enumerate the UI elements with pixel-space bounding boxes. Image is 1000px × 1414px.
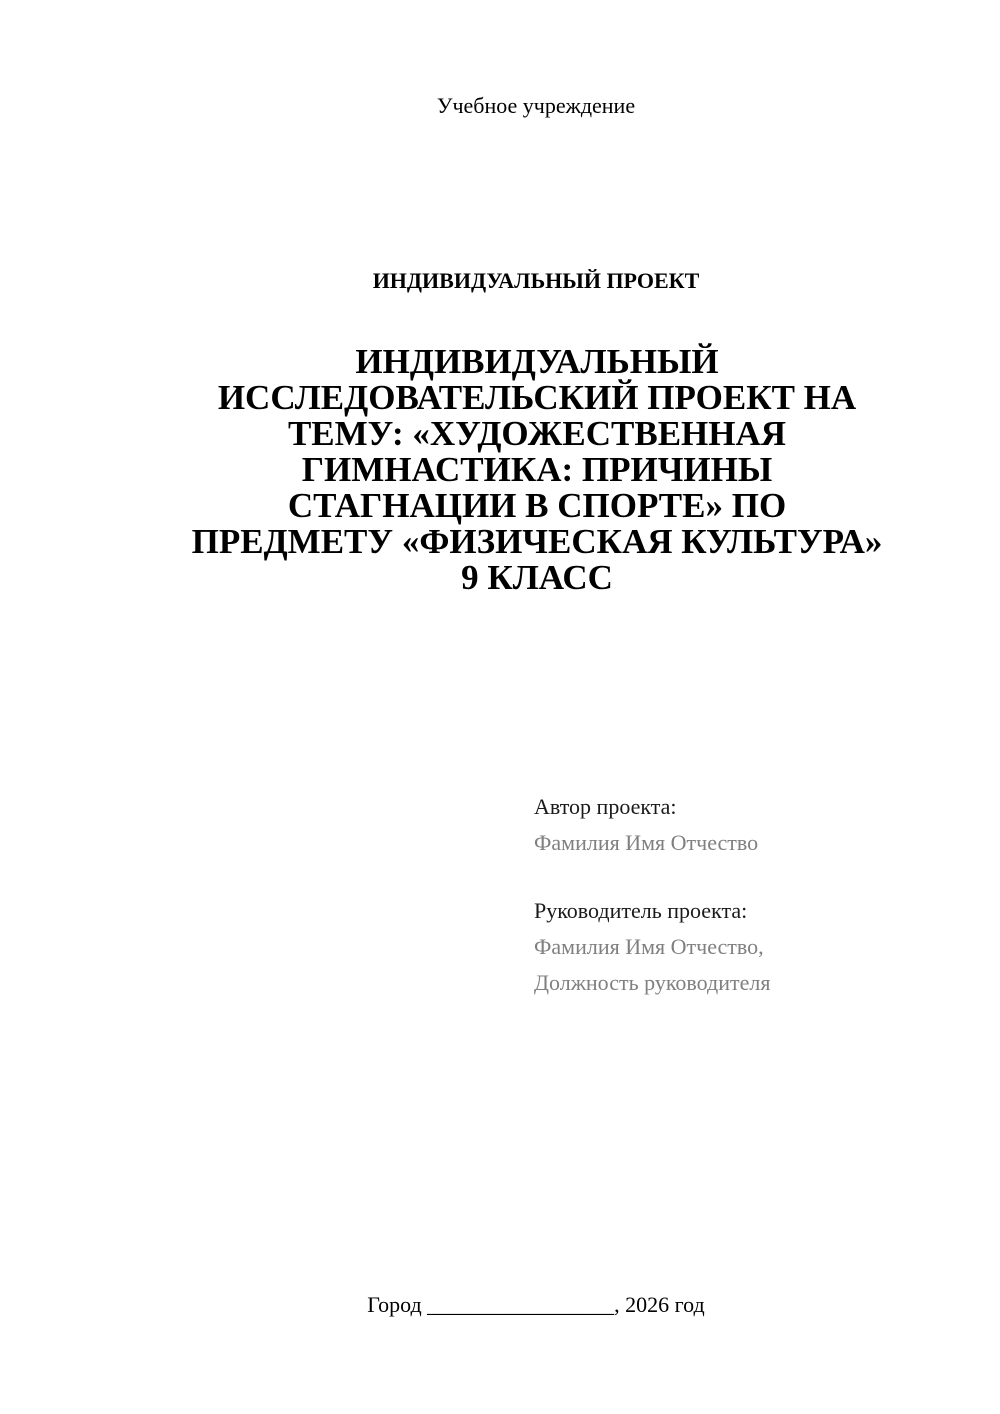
author-name: Фамилия Имя Отчество	[534, 830, 759, 855]
title-line: СТАГНАЦИИ В СПОРТЕ» ПО	[287, 486, 787, 525]
institution-name: Учебное учреждение	[436, 93, 636, 118]
spacer	[534, 861, 770, 893]
title-line: ИССЛЕДОВАТЕЛЬСКИЙ ПРОЕКТ НА	[217, 378, 857, 417]
supervisor-label: Руководитель проекта:	[534, 898, 748, 923]
project-credits	[534, 789, 770, 1001]
city-year-line: Город _________________, 2026 год	[367, 1292, 705, 1317]
title-line: 9 КЛАСС	[461, 558, 613, 597]
supervisor-position: Должность руководителя	[534, 970, 771, 995]
supervisor-name: Фамилия Имя Отчество,	[534, 934, 764, 959]
title-line: ГИМНАСТИКА: ПРИЧИНЫ	[301, 450, 773, 489]
title-line: ПРЕДМЕТУ «ФИЗИЧЕСКАЯ КУЛЬТУРА»	[191, 522, 883, 561]
author-label: Автор проекта:	[534, 794, 677, 819]
title-line: ТЕМУ: «ХУДОЖЕСТВЕННАЯ	[287, 414, 787, 453]
title-line: ИНДИВИДУАЛЬНЫЙ	[355, 342, 719, 381]
project-title	[150, 344, 924, 596]
document-type: ИНДИВИДУАЛЬНЫЙ ПРОЕКТ	[372, 268, 700, 293]
